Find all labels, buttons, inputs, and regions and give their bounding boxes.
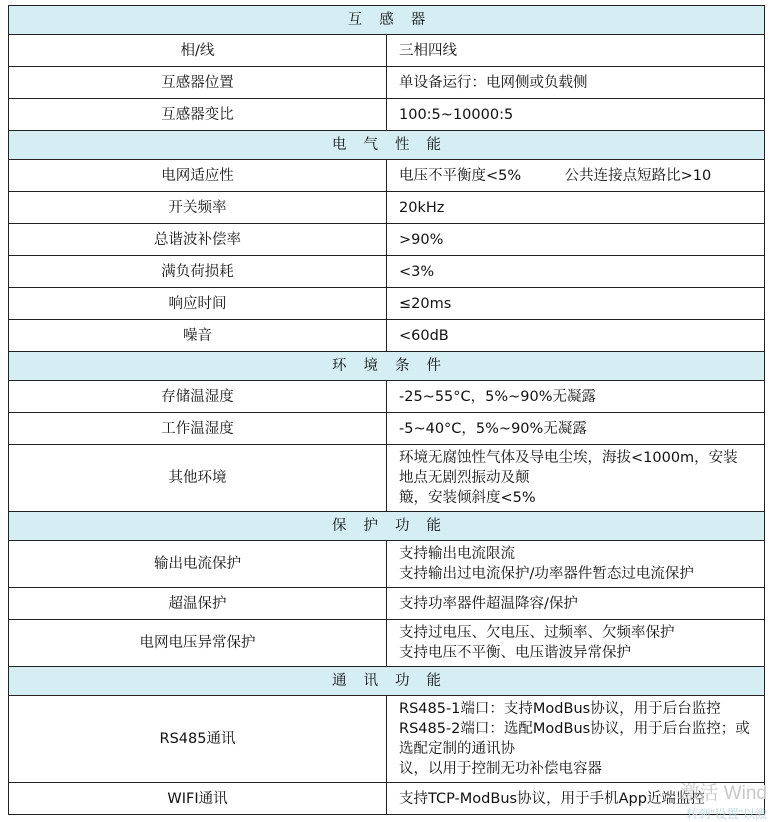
- table-row: [9, 224, 765, 256]
- row-label: 其他环境: [9, 445, 387, 512]
- value-line: -5~40°C，5%~90%无凝露: [399, 420, 587, 437]
- value-line: 100:5~10000:5: [399, 106, 514, 123]
- spec-table-body: [9, 6, 765, 815]
- row-value: [387, 445, 765, 512]
- row-label: 电网适应性: [9, 160, 387, 192]
- table-row: [9, 588, 765, 620]
- row-value: [387, 67, 765, 99]
- row-label: RS485通讯: [9, 696, 387, 783]
- section-title: 环境条件: [9, 352, 765, 381]
- row-label: 开关频率: [9, 192, 387, 224]
- row-value: [387, 413, 765, 445]
- row-label: 互感器变比: [9, 99, 387, 131]
- row-label: 超温保护: [9, 588, 387, 620]
- row-label: 噪音: [9, 320, 387, 352]
- section-title: 电气性能: [9, 131, 765, 160]
- table-row: [9, 256, 765, 288]
- table-row: [9, 320, 765, 352]
- table-row: [9, 35, 765, 67]
- table-row: [9, 413, 765, 445]
- section-header-row: [9, 352, 765, 381]
- value-line: 支持输出电流限流: [399, 546, 515, 562]
- table-row: [9, 192, 765, 224]
- table-row: [9, 288, 765, 320]
- row-value: [387, 256, 765, 288]
- row-value: [387, 35, 765, 67]
- table-row: [9, 783, 765, 815]
- row-label: 响应时间: [9, 288, 387, 320]
- row-value: [387, 192, 765, 224]
- section-header-row: [9, 131, 765, 160]
- row-value: [387, 381, 765, 413]
- windows-activation-hint: 转到"设置"以激: [686, 807, 767, 821]
- row-value: [387, 696, 765, 783]
- section-title: 保护功能: [9, 512, 765, 541]
- row-value: [387, 320, 765, 352]
- table-row: [9, 381, 765, 413]
- value-line: >90%: [399, 231, 444, 248]
- row-label: 输出电流保护: [9, 541, 387, 588]
- value-line: 支持TCP-ModBus协议，用于手机App近端监控: [399, 790, 705, 807]
- row-label: 相/线: [9, 35, 387, 67]
- table-row: [9, 67, 765, 99]
- section-header-row: [9, 6, 765, 35]
- table-row: [9, 160, 765, 192]
- value-line: 支持过电压、欠电压、过频率、欠频率保护: [399, 625, 675, 641]
- value-line: 单设备运行：电网侧或负载侧: [399, 74, 588, 91]
- value-line: RS485-2端口：选配ModBus协议，用于后台监控；或选配定制的通讯协: [399, 721, 750, 757]
- row-value: [387, 541, 765, 588]
- table-row: [9, 696, 765, 783]
- row-value: [387, 224, 765, 256]
- row-value: [387, 588, 765, 620]
- row-label: 满负荷损耗: [9, 256, 387, 288]
- value-line: <3%: [399, 263, 435, 280]
- value-line: 支持输出过电流保护/功率器件暂态过电流保护: [399, 566, 694, 582]
- value-line: 电压不平衡度<5% 公共连接点短路比>10: [399, 167, 712, 184]
- table-row: [9, 541, 765, 588]
- row-label: WIFI通讯: [9, 783, 387, 815]
- value-line: 20kHz: [399, 199, 445, 216]
- value-line: 三相四线: [399, 42, 457, 59]
- row-label: 电网电压异常保护: [9, 620, 387, 667]
- row-label: 存储温湿度: [9, 381, 387, 413]
- section-title: 互感器: [9, 6, 765, 35]
- value-line: 支持功率器件超温降容/保护: [399, 595, 578, 612]
- value-line: 簸，安装倾斜度<5%: [399, 490, 536, 506]
- table-row: [9, 620, 765, 667]
- value-line: 支持电压不平衡、电压谐波异常保护: [399, 645, 631, 661]
- row-value: [387, 160, 765, 192]
- row-value: [387, 99, 765, 131]
- section-header-row: [9, 667, 765, 696]
- value-line: RS485-1端口：支持ModBus协议，用于后台监控: [399, 701, 721, 717]
- section-header-row: [9, 512, 765, 541]
- section-title: 通讯功能: [9, 667, 765, 696]
- row-value: [387, 620, 765, 667]
- row-value: [387, 288, 765, 320]
- value-line: <60dB: [399, 327, 449, 344]
- value-line: 环境无腐蚀性气体及导电尘埃，海拔<1000m，安装地点无剧烈振动及颠: [399, 450, 738, 486]
- row-label: 总谐波补偿率: [9, 224, 387, 256]
- value-line: ≤20ms: [399, 295, 452, 312]
- table-row: [9, 99, 765, 131]
- spec-table: [8, 5, 765, 815]
- table-row: [9, 445, 765, 512]
- windows-activation-watermark: 激活 Wind: [680, 783, 767, 804]
- row-label: 工作温湿度: [9, 413, 387, 445]
- value-line: -25~55°C，5%~90%无凝露: [399, 388, 597, 405]
- value-line: 议，以用于控制无功补偿电容器: [399, 761, 602, 777]
- row-label: 互感器位置: [9, 67, 387, 99]
